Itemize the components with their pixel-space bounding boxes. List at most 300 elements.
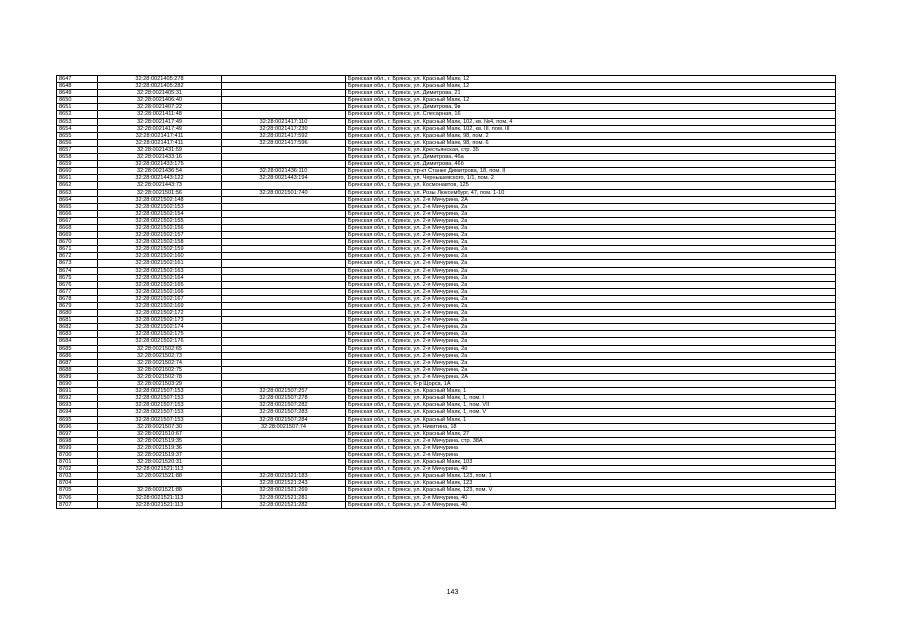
row-number-cell: 8659 (57, 161, 98, 168)
parcel-cadastral-cell: 32:28:0021436:54 (98, 168, 222, 175)
address-cell: Брянская обл., г. Брянск, ул. Никитина, 18 (346, 423, 836, 430)
table-row (57, 444, 836, 451)
parcel-cadastral-cell: 32:28:0021502:78 (98, 373, 222, 380)
row-number-cell: 8693 (57, 402, 98, 409)
building-cadastral-cell (222, 203, 346, 210)
row-number-cell: 8698 (57, 437, 98, 444)
parcel-cadastral-cell: 32:28:0021503:29 (98, 381, 222, 388)
building-cadastral-cell (222, 444, 346, 451)
address-cell: Брянская обл., г. Брянск, ул. 2-я Мичурина, 40 (346, 494, 836, 501)
building-cadastral-cell: 32:28:0021507:283 (222, 409, 346, 416)
parcel-cadastral-cell: 32:28:0021502:172 (98, 310, 222, 317)
address-cell: Брянская обл., г. Брянск, ул. Красный Маяк, 102, кв. III, пом. III (346, 125, 836, 132)
row-number-cell: 8684 (57, 338, 98, 345)
parcel-cadastral-cell: 32:28:0021507:153 (98, 395, 222, 402)
building-cadastral-cell (222, 267, 346, 274)
address-cell: Брянская обл., г. Брянск, ул. Слесарная, 16 (346, 111, 836, 118)
address-cell: Брянская обл., г. Брянск, ул. 2-я Мичурина, 2а (346, 366, 836, 373)
row-number-cell: 8669 (57, 232, 98, 239)
parcel-cadastral-cell: 32:28:0021502:167 (98, 295, 222, 302)
building-cadastral-cell (222, 345, 346, 352)
row-number-cell: 8678 (57, 295, 98, 302)
table-row (57, 281, 836, 288)
parcel-cadastral-cell: 32:28:0021433:16 (98, 154, 222, 161)
building-cadastral-cell (222, 97, 346, 104)
parcel-cadastral-cell: 32:28:0021507:153 (98, 416, 222, 423)
building-cadastral-cell (222, 373, 346, 380)
building-cadastral-cell (222, 352, 346, 359)
building-cadastral-cell (222, 437, 346, 444)
building-cadastral-cell (222, 260, 346, 267)
address-cell: Брянская обл., г. Брянск, ул. 2-я Мичурина, 2а (346, 288, 836, 295)
table-row (57, 203, 836, 210)
table-row (57, 451, 836, 458)
address-cell: Брянская обл., г. Брянск, ул. 2-я Мичурина, 2а (346, 352, 836, 359)
parcel-cadastral-cell: 32:28:0021405:31 (98, 90, 222, 97)
building-cadastral-cell: 32:28:0021417:230 (222, 125, 346, 132)
table-row (57, 423, 836, 430)
building-cadastral-cell: 32:28:0021507:74 (222, 423, 346, 430)
row-number-cell: 8666 (57, 210, 98, 217)
address-cell: Брянская обл., г. Брянск, ул. 2-я Мичурина, 2а (346, 317, 836, 324)
building-cadastral-cell (222, 196, 346, 203)
parcel-cadastral-cell: 32:28:0021521:113 (98, 501, 222, 508)
building-cadastral-cell: 32:28:0021521:282 (222, 501, 346, 508)
address-cell: Брянская обл., г. Брянск, ул. 2-я Мичурина, 2а (346, 359, 836, 366)
address-cell: Брянская обл., г. Брянск, ул. Красный Маяк, 1 (346, 388, 836, 395)
parcel-cadastral-cell: 32:28:0021519:35 (98, 437, 222, 444)
table-row (57, 146, 836, 153)
row-number-cell: 8673 (57, 260, 98, 267)
row-number-cell: 8664 (57, 196, 98, 203)
table-row (57, 373, 836, 380)
address-cell: Брянская обл., г. Брянск, ул. 2-я Мичурина, 2а (346, 324, 836, 331)
building-cadastral-cell (222, 146, 346, 153)
row-number-cell: 8692 (57, 395, 98, 402)
row-number-cell: 8686 (57, 352, 98, 359)
row-number-cell: 8656 (57, 139, 98, 146)
parcel-cadastral-cell: 32:28:0021507:153 (98, 409, 222, 416)
address-cell: Брянская обл., г. Брянск, ул. Красный Маяк, 123 (346, 480, 836, 487)
parcel-cadastral-cell: 32:28:0021502:160 (98, 253, 222, 260)
table-row (57, 125, 836, 132)
building-cadastral-cell: 32:28:0021521:243 (222, 480, 346, 487)
address-cell: Брянская обл., г. Брянск, ул. Красный Маяк, 12 (346, 76, 836, 83)
table-row (57, 402, 836, 409)
row-number-cell: 8668 (57, 224, 98, 231)
building-cadastral-cell (222, 83, 346, 90)
row-number-cell: 8665 (57, 203, 98, 210)
parcel-cadastral-cell: 32:28:0021521:113 (98, 466, 222, 473)
row-number-cell: 8685 (57, 345, 98, 352)
row-number-cell: 8700 (57, 451, 98, 458)
parcel-cadastral-cell: 32:28:0021502:156 (98, 224, 222, 231)
building-cadastral-cell (222, 466, 346, 473)
table-row (57, 232, 836, 239)
table-row (57, 168, 836, 175)
parcel-cadastral-cell: 32:28:0021502:174 (98, 324, 222, 331)
parcel-cadastral-cell: 32:28:0021417:411 (98, 132, 222, 139)
table-row (57, 132, 836, 139)
address-cell: Брянская обл., г. Брянск, ул. Красный Маяк, 98, пом. 6 (346, 139, 836, 146)
building-cadastral-cell (222, 317, 346, 324)
table-row (57, 295, 836, 302)
parcel-cadastral-cell: 32:28:0021521:113 (98, 494, 222, 501)
table-row (57, 217, 836, 224)
building-cadastral-cell: 32:28:0021521:183 (222, 473, 346, 480)
row-number-cell: 8661 (57, 175, 98, 182)
table-row (57, 317, 836, 324)
parcel-cadastral-cell: 32:28:0021502:169 (98, 303, 222, 310)
address-cell: Брянская обл., г. Брянск, ул. 2-я Мичурина, 2А (346, 373, 836, 380)
building-cadastral-cell: 32:28:0021443:194 (222, 175, 346, 182)
building-cadastral-cell (222, 154, 346, 161)
row-number-cell: 8654 (57, 125, 98, 132)
parcel-cadastral-cell: 32:28:0021507:30 (98, 423, 222, 430)
table-row (57, 118, 836, 125)
parcel-cadastral-cell: 32:28:0021443:73 (98, 182, 222, 189)
address-cell: Брянская обл., г. Брянск, ул. 2-я Мичурина (346, 451, 836, 458)
address-cell: Брянская обл., г. Брянск, ул. Красный Маяк, 123, пом. 1 (346, 473, 836, 480)
table-row (57, 409, 836, 416)
address-cell: Брянская обл., г. Брянск, ул. 2-я Мичурина, 40 (346, 501, 836, 508)
parcel-cadastral-cell: 32:28:0021501:56 (98, 189, 222, 196)
row-number-cell: 8676 (57, 281, 98, 288)
row-number-cell: 8675 (57, 274, 98, 281)
parcel-cadastral-cell: 32:28:0021502:165 (98, 281, 222, 288)
table-row (57, 239, 836, 246)
building-cadastral-cell: 32:28:0021507:278 (222, 395, 346, 402)
page-number: 143 (446, 589, 459, 596)
row-number-cell: 8694 (57, 409, 98, 416)
address-cell: Брянская обл., г. Брянск, ул. Красный Маяк, 12 (346, 97, 836, 104)
parcel-cadastral-cell: 32:28:0021502:158 (98, 239, 222, 246)
parcel-cadastral-cell: 32:28:0021406:40 (98, 97, 222, 104)
parcel-cadastral-cell: 32:28:0021502:159 (98, 246, 222, 253)
building-cadastral-cell (222, 224, 346, 231)
building-cadastral-cell (222, 253, 346, 260)
row-number-cell: 8687 (57, 359, 98, 366)
address-cell: Брянская обл., г. Брянск, ул. 2-я Мичурина, 40 (346, 466, 836, 473)
table-row (57, 139, 836, 146)
table-row (57, 345, 836, 352)
row-number-cell: 8672 (57, 253, 98, 260)
row-number-cell: 8658 (57, 154, 98, 161)
table-row (57, 76, 836, 83)
building-cadastral-cell (222, 331, 346, 338)
address-cell: Брянская обл., г. Брянск, ул. Димитрова, 21 (346, 90, 836, 97)
row-number-cell: 8652 (57, 111, 98, 118)
address-cell: Брянская обл., г. Брянск, ул. Красный Маяк, 1, пом. I (346, 395, 836, 402)
row-number-cell: 8660 (57, 168, 98, 175)
row-number-cell: 8701 (57, 459, 98, 466)
parcel-cadastral-cell: 32:28:0021407:22 (98, 104, 222, 111)
table-row (57, 83, 836, 90)
table-row (57, 388, 836, 395)
address-cell: Брянская обл., г. Брянск, ул. 2-я Мичурина, 2а (346, 274, 836, 281)
registry-table (56, 75, 836, 509)
parcel-cadastral-cell: 32:28:0021502:166 (98, 288, 222, 295)
table-row (57, 90, 836, 97)
building-cadastral-cell: 32:28:0021417:592 (222, 132, 346, 139)
building-cadastral-cell (222, 451, 346, 458)
address-cell: Брянская обл., г. Брянск, ул. 2-я Мичурина, 2а (346, 239, 836, 246)
building-cadastral-cell: 32:28:0021507:282 (222, 402, 346, 409)
table-row (57, 473, 836, 480)
address-cell: Брянская обл., г. Брянск, ул. Розы Люксембург, 47, пом. 1-10 (346, 189, 836, 196)
row-number-cell: 8681 (57, 317, 98, 324)
address-cell: Брянская обл., г. Брянск, ул. Красный Маяк, 103 (346, 459, 836, 466)
building-cadastral-cell (222, 310, 346, 317)
building-cadastral-cell (222, 104, 346, 111)
address-cell: Брянская обл., г. Брянск, ул. 2-я Мичурина, 2а (346, 210, 836, 217)
table-row (57, 253, 836, 260)
building-cadastral-cell: 32:28:0021436:110 (222, 168, 346, 175)
address-cell: Брянская обл., г. Брянск, ул. 2-я Мичурина, 2а (346, 253, 836, 260)
row-number-cell: 8667 (57, 217, 98, 224)
parcel-cadastral-cell: 32:28:0021417:411 (98, 139, 222, 146)
building-cadastral-cell (222, 295, 346, 302)
address-cell: Брянская обл., г. Брянск, ул. 2-я Мичурина, 2а (346, 331, 836, 338)
address-cell: Брянская обл., г. Брянск, ул. Космонавтов, 125 (346, 182, 836, 189)
parcel-cadastral-cell: 32:28:0021502:153 (98, 203, 222, 210)
table-row (57, 111, 836, 118)
building-cadastral-cell: 32:28:0021501:740 (222, 189, 346, 196)
table-row (57, 381, 836, 388)
parcel-cadastral-cell: 32:28:0021502:74 (98, 359, 222, 366)
row-number-cell: 8648 (57, 83, 98, 90)
address-cell: Брянская обл., г. Брянск, ул. Красный Маяк, 98, пом. 2 (346, 132, 836, 139)
address-cell: Брянская обл., г. Брянск, ул. 2-я Мичурина, 2а (346, 246, 836, 253)
building-cadastral-cell (222, 232, 346, 239)
parcel-cadastral-cell: 32:28:0021519:36 (98, 444, 222, 451)
address-cell: Брянская обл., г. Брянск, ул. 2-я Мичурина, 2а (346, 295, 836, 302)
parcel-cadastral-cell: 32:28:0021502:176 (98, 338, 222, 345)
row-number-cell: 8682 (57, 324, 98, 331)
table-row (57, 338, 836, 345)
building-cadastral-cell (222, 430, 346, 437)
building-cadastral-cell (222, 366, 346, 373)
row-number-cell: 8680 (57, 310, 98, 317)
address-cell: Брянская обл., г. Брянск, ул. Красный Маяк, 1, пом. VII (346, 402, 836, 409)
address-cell: Брянская обл., г. Брянск, ул. 2-я Мичурина, 2а (346, 224, 836, 231)
address-cell: Брянская обл., г. Брянск, ул. 2-я Мичурина, 2а (346, 267, 836, 274)
building-cadastral-cell (222, 90, 346, 97)
table-row (57, 210, 836, 217)
table-row (57, 352, 836, 359)
table-row (57, 288, 836, 295)
row-number-cell: 8697 (57, 430, 98, 437)
table-row (57, 310, 836, 317)
table-row (57, 430, 836, 437)
table-row (57, 161, 836, 168)
address-cell: Брянская обл., г. Брянск, ул. 2-я Мичурина, 2а (346, 260, 836, 267)
address-cell: Брянская обл., г. Брянск, ул. 2-я Мичурина, 2а (346, 217, 836, 224)
building-cadastral-cell (222, 281, 346, 288)
parcel-cadastral-cell: 32:28:0021411:48 (98, 111, 222, 118)
address-cell: Брянская обл., г. Брянск, ул. Красный Маяк, 1 (346, 416, 836, 423)
building-cadastral-cell (222, 459, 346, 466)
row-number-cell: 8706 (57, 494, 98, 501)
table-body (57, 76, 836, 509)
table-row (57, 274, 836, 281)
building-cadastral-cell (222, 111, 346, 118)
parcel-cadastral-cell: 32:28:0021521:88 (98, 487, 222, 494)
row-number-cell: 8670 (57, 239, 98, 246)
parcel-cadastral-cell: 32:28:0021502:75 (98, 366, 222, 373)
parcel-cadastral-cell: 32:28:0021417:49 (98, 118, 222, 125)
parcel-cadastral-cell: 32:28:0021405:282 (98, 83, 222, 90)
row-number-cell: 8705 (57, 487, 98, 494)
parcel-cadastral-cell: 32:28:0021502:65 (98, 345, 222, 352)
table-row (57, 246, 836, 253)
address-cell: Брянская обл., г. Брянск, ул. Димитрова, 9в (346, 104, 836, 111)
parcel-cadastral-cell (98, 480, 222, 487)
row-number-cell: 8649 (57, 90, 98, 97)
table-row (57, 480, 836, 487)
row-number-cell: 8677 (57, 288, 98, 295)
building-cadastral-cell (222, 76, 346, 83)
parcel-cadastral-cell: 32:28:0021502:157 (98, 232, 222, 239)
table-row (57, 154, 836, 161)
building-cadastral-cell (222, 288, 346, 295)
parcel-cadastral-cell: 32:28:0021510:67 (98, 430, 222, 437)
row-number-cell: 8690 (57, 381, 98, 388)
address-cell: Брянская обл., г. Брянск, пр-кт Станке Димитрова, 18, пом. II (346, 168, 836, 175)
row-number-cell: 8703 (57, 473, 98, 480)
table-row (57, 487, 836, 494)
parcel-cadastral-cell: 32:28:0021417:49 (98, 125, 222, 132)
table-row (57, 395, 836, 402)
address-cell: Брянская обл., г. Брянск, ул. 2-я Мичурина, 2а (346, 303, 836, 310)
parcel-cadastral-cell: 32:28:0021502:161 (98, 260, 222, 267)
building-cadastral-cell (222, 239, 346, 246)
building-cadastral-cell: 32:28:0021507:284 (222, 416, 346, 423)
address-cell: Брянская обл., г. Брянск, ул. Димитрова, 46б (346, 161, 836, 168)
row-number-cell: 8695 (57, 416, 98, 423)
parcel-cadastral-cell: 32:28:0021502:73 (98, 352, 222, 359)
row-number-cell: 8679 (57, 303, 98, 310)
address-cell: Брянская обл., г. Брянск, ул. Красный Маяк, 27 (346, 430, 836, 437)
building-cadastral-cell (222, 338, 346, 345)
row-number-cell: 8674 (57, 267, 98, 274)
table-row (57, 189, 836, 196)
building-cadastral-cell (222, 359, 346, 366)
table-row (57, 303, 836, 310)
building-cadastral-cell: 32:28:0021507:257 (222, 388, 346, 395)
table-row (57, 437, 836, 444)
building-cadastral-cell (222, 274, 346, 281)
table-row (57, 416, 836, 423)
address-cell: Брянская обл., г. Брянск, ул. 2-я Мичурина, стр. 38А (346, 437, 836, 444)
row-number-cell: 8702 (57, 466, 98, 473)
row-number-cell: 8657 (57, 146, 98, 153)
row-number-cell: 8691 (57, 388, 98, 395)
table-row (57, 359, 836, 366)
building-cadastral-cell (222, 381, 346, 388)
building-cadastral-cell (222, 161, 346, 168)
building-cadastral-cell: 32:28:0021417:110 (222, 118, 346, 125)
building-cadastral-cell (222, 217, 346, 224)
building-cadastral-cell: 32:28:0021521:269 (222, 487, 346, 494)
address-cell: Брянская обл., г. Брянск, ул. Димитрова, 46а (346, 154, 836, 161)
address-cell: Брянская обл., г. Брянск, ул. Крестьянская, стр. 35 (346, 146, 836, 153)
building-cadastral-cell (222, 210, 346, 217)
row-number-cell: 8707 (57, 501, 98, 508)
row-number-cell: 8689 (57, 373, 98, 380)
building-cadastral-cell: 32:28:0021417:596 (222, 139, 346, 146)
table-row (57, 175, 836, 182)
row-number-cell: 8663 (57, 189, 98, 196)
table-row (57, 267, 836, 274)
row-number-cell: 8671 (57, 246, 98, 253)
address-cell: Брянская обл., г. Брянск, ул. Красный Маяк, 102, кв. №4, пом. 4 (346, 118, 836, 125)
building-cadastral-cell (222, 182, 346, 189)
table-row (57, 196, 836, 203)
row-number-cell: 8688 (57, 366, 98, 373)
address-cell: Брянская обл., г. Брянск, ул. Красный Маяк, 1, пом. V (346, 409, 836, 416)
table-row (57, 97, 836, 104)
table-row (57, 104, 836, 111)
table-row (57, 224, 836, 231)
parcel-cadastral-cell: 32:28:0021502:154 (98, 210, 222, 217)
table-row (57, 260, 836, 267)
building-cadastral-cell: 32:28:0021521:281 (222, 494, 346, 501)
address-cell: Брянская обл., г. Брянск, ул. 2-я Мичурина, 2а (346, 203, 836, 210)
address-cell: Брянская обл., г. Брянск, ул. 2-я Мичурина, 2а (346, 232, 836, 239)
parcel-cadastral-cell: 32:28:0021502:164 (98, 274, 222, 281)
address-cell: Брянская обл., г. Брянск, б-р Щорса, 1А (346, 381, 836, 388)
address-cell: Брянская обл., г. Брянск, ул. 2-я Мичурина, 2а (346, 345, 836, 352)
row-number-cell: 8683 (57, 331, 98, 338)
parcel-cadastral-cell: 32:28:0021520:31 (98, 459, 222, 466)
parcel-cadastral-cell: 32:28:0021502:175 (98, 331, 222, 338)
parcel-cadastral-cell: 32:28:0021519:37 (98, 451, 222, 458)
parcel-cadastral-cell: 32:28:0021507:153 (98, 402, 222, 409)
address-cell: Брянская обл., г. Брянск, ул. 2-я Мичурина, 2А (346, 196, 836, 203)
building-cadastral-cell (222, 246, 346, 253)
parcel-cadastral-cell: 32:28:0021433:175 (98, 161, 222, 168)
parcel-cadastral-cell: 32:28:0021502:163 (98, 267, 222, 274)
parcel-cadastral-cell: 32:28:0021443:122 (98, 175, 222, 182)
row-number-cell: 8699 (57, 444, 98, 451)
table-row (57, 494, 836, 501)
parcel-cadastral-cell: 32:28:0021405:278 (98, 76, 222, 83)
building-cadastral-cell (222, 303, 346, 310)
address-cell: Брянская обл., г. Брянск, ул. Чернышевского, 1/1, пом. 2 (346, 175, 836, 182)
parcel-cadastral-cell: 32:28:0021502:155 (98, 217, 222, 224)
table-row (57, 182, 836, 189)
row-number-cell: 8662 (57, 182, 98, 189)
table-row (57, 466, 836, 473)
row-number-cell: 8647 (57, 76, 98, 83)
address-cell: Брянская обл., г. Брянск, ул. 2-я Мичурина, 2а (346, 281, 836, 288)
table-row (57, 459, 836, 466)
building-cadastral-cell (222, 324, 346, 331)
parcel-cadastral-cell: 32:28:0021502:173 (98, 317, 222, 324)
row-number-cell: 8696 (57, 423, 98, 430)
address-cell: Брянская обл., г. Брянск, ул. Красный Маяк, 12 (346, 83, 836, 90)
address-cell: Брянская обл., г. Брянск, ул. Красный Маяк, 123, пом. V (346, 487, 836, 494)
address-cell: Брянская обл., г. Брянск, ул. 2-я Мичурина, 2а (346, 338, 836, 345)
parcel-cadastral-cell: 32:28:0021502:148 (98, 196, 222, 203)
row-number-cell: 8655 (57, 132, 98, 139)
row-number-cell: 8651 (57, 104, 98, 111)
address-cell: Брянская обл., г. Брянск, ул. 2-я Мичурина, 2а (346, 310, 836, 317)
parcel-cadastral-cell: 32:28:0021521:88 (98, 473, 222, 480)
row-number-cell: 8704 (57, 480, 98, 487)
row-number-cell: 8653 (57, 118, 98, 125)
